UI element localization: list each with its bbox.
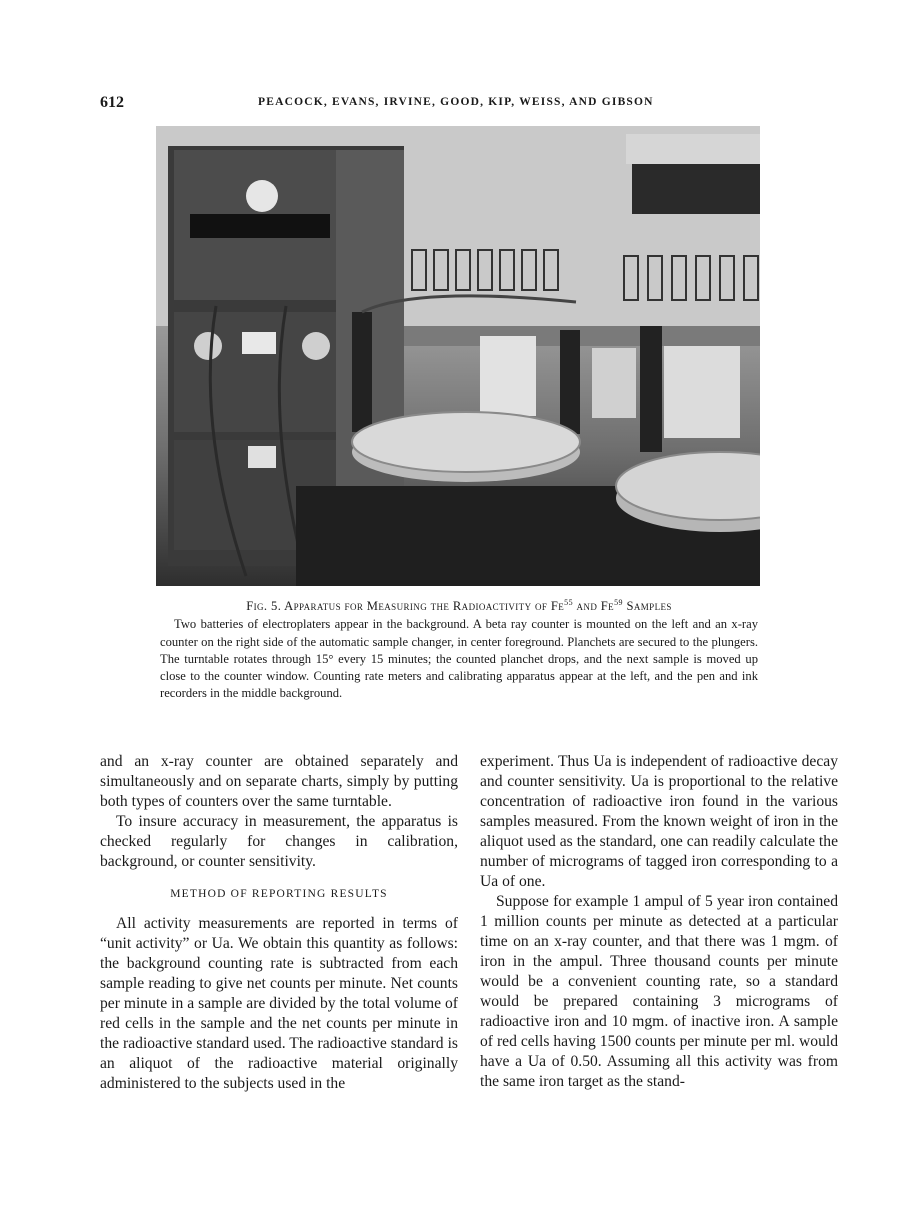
left-paragraph-1: and an x-ray counter are obtained separately and simultaneously and on separate charts, simply by putting both types of counters over the same turntable. (100, 753, 458, 810)
right-paragraph-2: Suppose for example 1 ampul of 5 year iron contained 1 million counts per minute as detected at a particular time on an x-ray counter, and that there was 1 mgm. of iron in the ampul. Three thousand counts per minute would be a convenient counting rate, so a standard would be prepared containing 3 micrograms of radioactive iron and 10 mgm. of inactive iron. A sample of red cells having 1500 counts per minute per ml. would have a Ua of 0.50. Assuming all this activity was from the same iron target as the stand- (480, 893, 838, 1090)
right-column (480, 752, 838, 1092)
left-paragraph-2: To insure accuracy in measurement, the apparatus is checked regularly for changes in calibration, background, or counter sensitivity. (100, 813, 458, 870)
figure-photo (156, 126, 760, 586)
caption-title-text-c: Samples (622, 599, 672, 613)
apparatus-illustration (156, 126, 760, 586)
caption-title (160, 598, 758, 615)
caption-title-text-a: Fig. 5. Apparatus for Measuring the Radioactivity of Fe (246, 599, 565, 613)
running-head: PEACOCK, EVANS, IRVINE, GOOD, KIP, WEISS, AND GIBSON (258, 96, 654, 108)
left-paragraph-3: All activity measurements are reported in terms of “unit activity” or Ua. We obtain this quantity as follows: the background counting rate is subtracted from each sample reading to give net counts per minute. Net counts per minute in a sample are divided by the total volume of red cells in the sample and the net counts per minute in the radioactive standard used. The radioactive standard is an aliquot of the radioactive material originally administered to the subjects used in the (100, 915, 458, 1092)
figure-caption (160, 598, 758, 703)
section-heading: METHOD OF REPORTING RESULTS (170, 888, 388, 900)
caption-superscript-55: 55 (564, 598, 573, 607)
left-column (100, 752, 458, 1094)
page-number: 612 (100, 94, 124, 111)
right-paragraph-1: experiment. Thus Ua is independent of radioactive decay and counter sensitivity. Ua is proportional to the relative concentration of radioactive iron found in the various samples measured. From the known weight of iron in the aliquot used as the standard, one can readily calculate the number of micrograms of tagged iron corresponding to a Ua of one. (480, 753, 838, 890)
caption-body: Two batteries of electroplaters appear in the background. A beta ray counter is mounted on the left and an x-ray counter on the right side of the automatic sample changer, in center foreground. Planchets are secured to the plungers. The turntable rotates through 15° every 15 minutes; the counted planchet drops, and the next sample is moved up close to the counter window. Counting rate meters and calibrating apparatus appear at the left, and the pen and ink recorders in the middle background. (160, 617, 758, 701)
caption-title-text-b: and Fe (572, 599, 615, 613)
caption-superscript-59: 59 (614, 598, 623, 607)
